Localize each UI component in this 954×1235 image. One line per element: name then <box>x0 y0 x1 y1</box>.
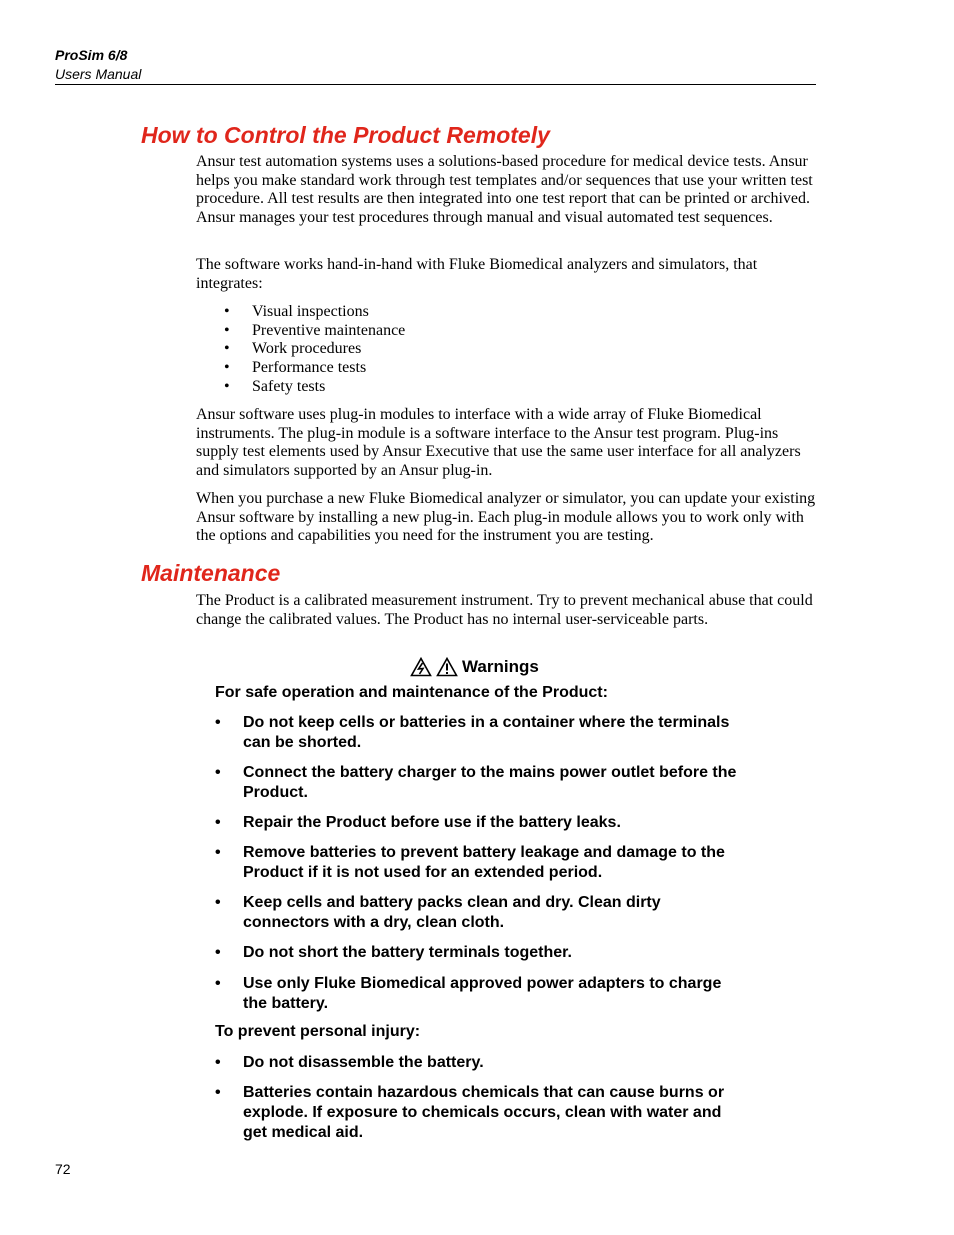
bullet-icon: • <box>215 844 221 861</box>
warning-item: • Do not keep cells or batteries in a container where the terminals can be shorted. <box>215 714 730 751</box>
bullet-icon: • <box>224 303 230 320</box>
list-item: • Performance tests <box>224 359 367 377</box>
warning-item: • Use only Fluke Biomedical approved power adapters to charge the battery. <box>215 975 722 1012</box>
header-divider <box>55 84 816 85</box>
bullet-icon: • <box>215 944 221 961</box>
warning-item: • Do not short the battery terminals together. <box>215 944 572 961</box>
personal-injury-heading: To prevent personal injury: <box>215 1023 421 1040</box>
bullet-icon: • <box>215 714 221 731</box>
bullet-icon: • <box>215 1054 221 1071</box>
warnings-label: Warnings <box>462 657 539 676</box>
warning-item: • Batteries contain hazardous chemicals that can cause burns or explode. If exposure to chemicals occurs, clean with water and get medical aid. <box>215 1084 725 1141</box>
paragraph-ansur-intro: Ansur test automation systems uses a solutions-based procedure for medical device tests. Ansur helps you make standard work through test templates and/or sequences that use your written test procedure. All test results are then integrated into one test report that can be printed or archived. Ansur manages your test procedures through manual and visual automated test sequences. <box>196 153 813 227</box>
bullet-icon: • <box>215 1084 221 1101</box>
paragraph-software-integration: The software works hand-in-hand with Fluke Biomedical analyzers and simulators, that integrates: <box>196 256 758 292</box>
warning-item: • Keep cells and battery packs clean and dry. Clean dirty connectors with a dry, clean cloth. <box>215 894 661 931</box>
warning-item: • Repair the Product before use if the battery leaks. <box>215 814 621 831</box>
list-item: • Visual inspections <box>224 303 369 320</box>
page-number: 72 <box>55 1161 71 1177</box>
integration-bullet-list <box>196 303 405 396</box>
section-title-maintenance: Maintenance <box>141 560 281 586</box>
warning-triangle-icon <box>410 657 432 677</box>
header-product-name: ProSim 6/8 <box>55 47 128 63</box>
bullet-icon: • <box>215 894 221 911</box>
bullet-icon: • <box>215 814 221 831</box>
warnings-heading <box>410 657 539 677</box>
list-item: • Preventive maintenance <box>224 321 406 339</box>
bullet-icon: • <box>215 975 221 992</box>
header-manual-name: Users Manual <box>55 66 142 82</box>
warning-item: • Remove batteries to prevent battery leakage and damage to the Product if it is not used for an extended period. <box>215 844 725 881</box>
list-item: • Safety tests <box>224 377 326 395</box>
paragraph-plugin-update: When you purchase a new Fluke Biomedical analyzer or simulator, you can update your existing Ansur software by installing a new plug-in. Each plug-in module allows you to work only with the options and capabilities you need for the instrument you are testing. <box>196 490 816 545</box>
bullet-icon: • <box>224 377 230 395</box>
bullet-icon: • <box>224 359 230 377</box>
bullet-icon: • <box>224 340 230 358</box>
safe-operation-heading: For safe operation and maintenance of the Product: <box>215 684 608 701</box>
paragraph-plugin-modules: Ansur software uses plug-in modules to interface with a wide array of Fluke Biomedical instruments. The plug-in module is a software interface to the Ansur test program. Plug-ins supply test elements used by Ansur Executive that use the same user interface for all analyzers and simulators supported by an Ansur plug-in. <box>196 406 801 480</box>
caution-triangle-icon <box>436 657 458 677</box>
bullet-icon: • <box>224 321 230 339</box>
bullet-icon: • <box>215 764 221 781</box>
paragraph-maintenance-intro: The Product is a calibrated measurement instrument. Try to prevent mechanical abuse that could change the calibrated values. The Product has no internal user-serviceable parts. <box>196 592 813 628</box>
warning-item: • Do not disassemble the battery. <box>215 1054 484 1071</box>
warning-item: • Connect the battery charger to the mains power outlet before the Product. <box>215 764 737 801</box>
section-title-remote-control: How to Control the Product Remotely <box>141 122 550 148</box>
list-item: • Work procedures <box>224 340 362 358</box>
